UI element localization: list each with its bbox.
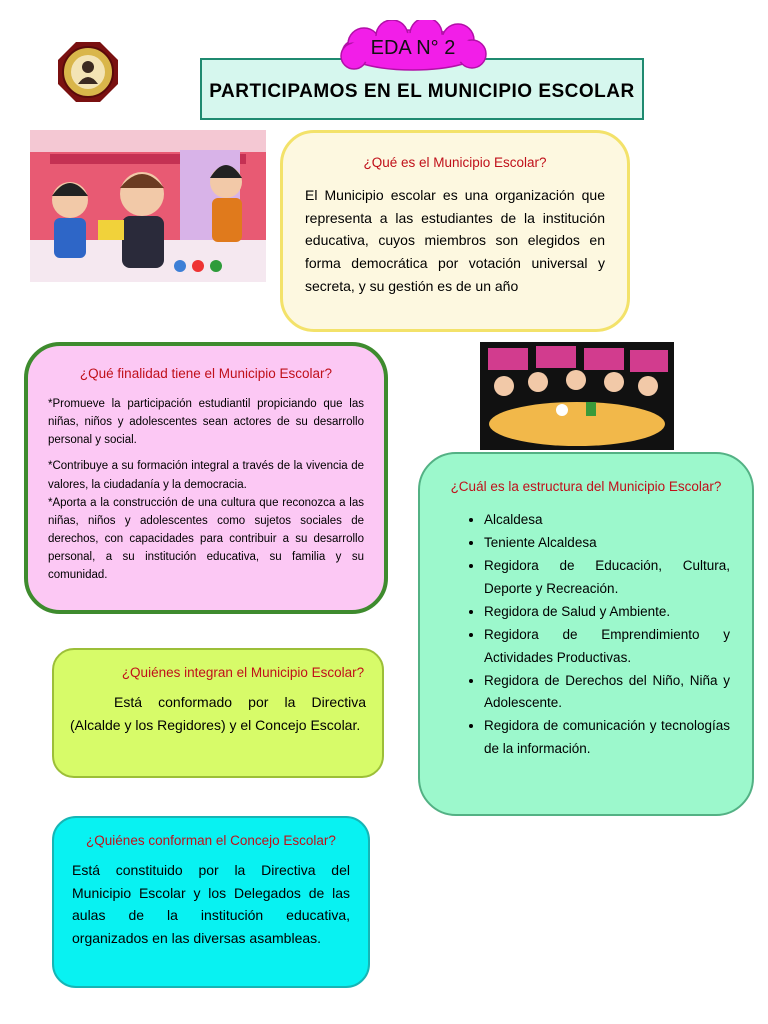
finalidad-paragraph: *Promueve la participación estudiantil propiciando que las niñas, niños y adolescentes sean actores de su desarrollo personal y social. (48, 398, 364, 447)
finalidad-box (24, 342, 388, 614)
finalidad-paragraph: *Aporta a la construcción de una cultura que reconozca a las niñas, niños y adolescentes como sujetos sociales de derechos, con capacidades para contribuir a su desarrollo personal, a su institución educativa, su familia y su comunidad. (48, 496, 364, 582)
page-title: PARTICIPAMOS EN EL MUNICIPIO ESCOLAR (209, 81, 635, 102)
finalidad-heading: ¿Qué finalidad tiene el Municipio Escolar? (79, 366, 333, 381)
estructura-list (442, 509, 730, 761)
finalidad-paragraph: *Contribuye a su formación integral a través de la vivencia de valores, la ciudadanía y la democracia. (48, 460, 364, 491)
estructura-heading: ¿Cuál es la estructura del Municipio Escolar? (450, 479, 722, 494)
estructura-box (418, 452, 754, 816)
list-item: • Regidora de Educación, Cultura, Deporte y Recreación. (484, 555, 730, 601)
list-item: • Regidora de Emprendimiento y Actividades Productivas. (484, 624, 730, 670)
integran-box (52, 648, 384, 778)
council-meeting-illustration (480, 342, 674, 450)
que-es-box (280, 130, 630, 332)
integran-heading: ¿Quiénes integran el Municipio Escolar? (121, 665, 365, 680)
list-item: • Teniente Alcaldesa (484, 532, 730, 555)
students-voting-illustration (30, 130, 266, 282)
school-crest-icon (56, 40, 120, 104)
eda-badge (334, 20, 492, 76)
list-item: • Regidora de Salud y Ambiente. (484, 601, 730, 624)
list-item: • Regidora de Derechos del Niño, Niña y Adolescente. (484, 670, 730, 716)
concejo-box (52, 816, 370, 988)
eda-badge-label: EDA N° 2 (370, 36, 456, 59)
list-item: • Regidora de comunicación y tecnologías de la información. (484, 715, 730, 761)
integran-text: Está conformado por la Directiva (Alcalde y los Regidores) y el Concejo Escolar. (70, 693, 366, 733)
que-es-text: El Municipio escolar es una organización que representa a las estudiantes de la institución educativa, cuyos miembros son elegidos en forma democrática por votación universal y secreta, y su gestión es de un año (305, 187, 605, 294)
que-es-heading: ¿Qué es el Municipio Escolar? (363, 155, 547, 170)
concejo-text: Está constituido por la Directiva del Municipio Escolar y los Delegados de las aulas de la institución educativa, organizados en las diversas asambleas. (72, 861, 350, 946)
concejo-heading: ¿Quiénes conforman el Concejo Escolar? (86, 833, 336, 848)
list-item: • Alcaldesa (484, 509, 730, 532)
